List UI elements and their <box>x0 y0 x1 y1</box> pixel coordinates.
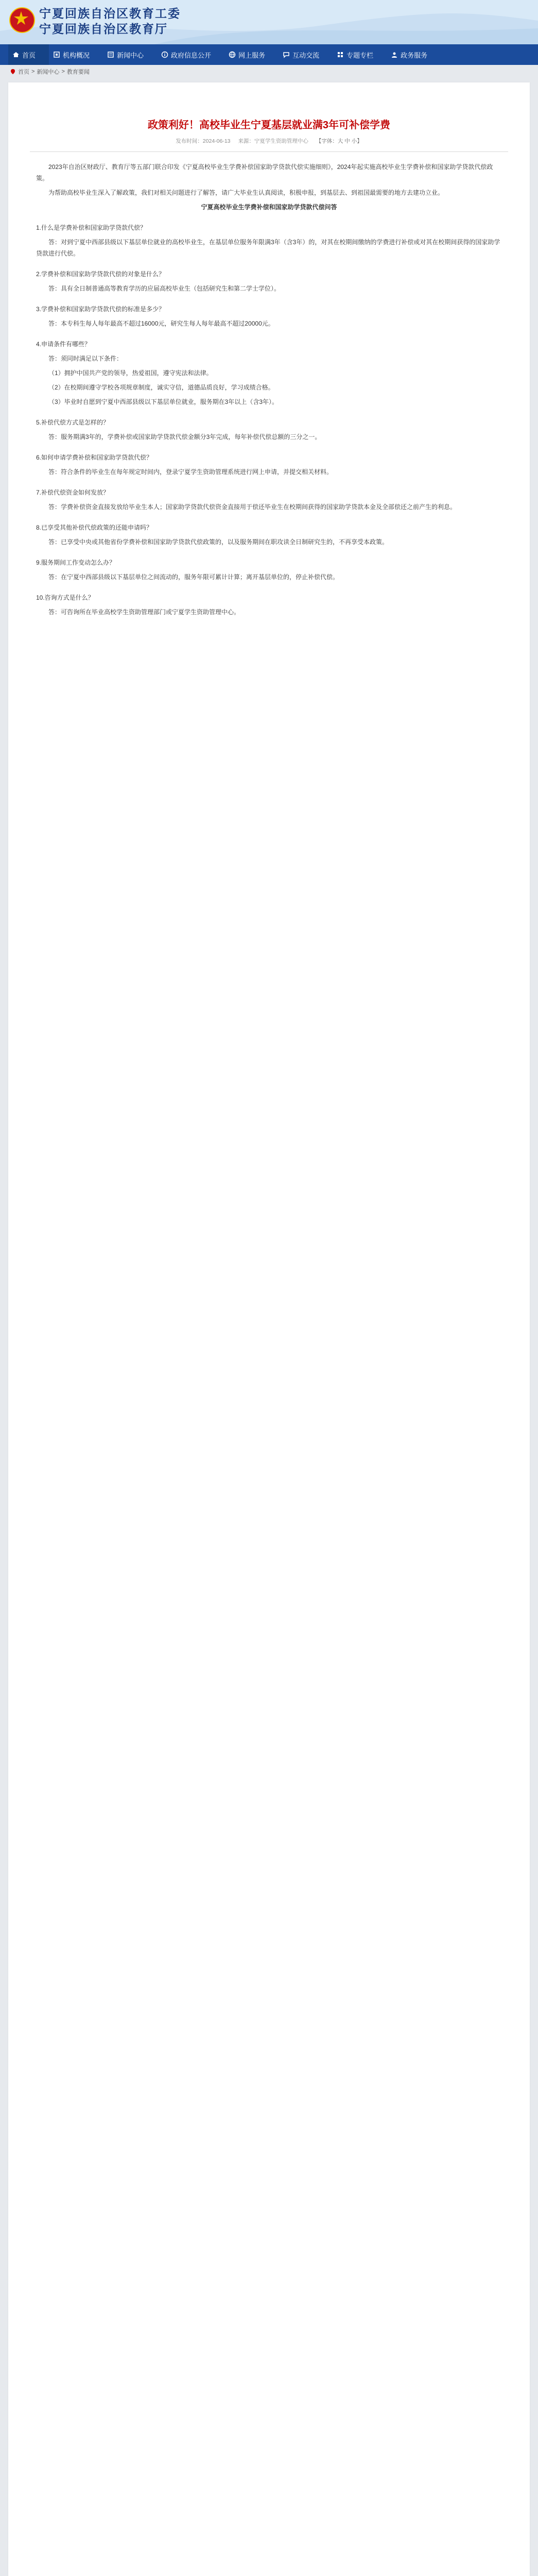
news-icon <box>107 51 114 58</box>
site-name-primary: 宁夏回族自治区教育工委 <box>39 7 181 21</box>
article-title: 政策利好！高校毕业生宁夏基层就业满3年可补偿学费 <box>147 120 391 131</box>
article-question: 1.什么是学费补偿和国家助学贷款代偿？ <box>36 224 147 231</box>
article-question: 4.申请条件有哪些？ <box>36 341 91 348</box>
article-paragraph: 2023年自治区财政厅、教育厅等五部门联合印发《宁夏高校毕业生学费补偿国家助学贷款代偿实施细则》，2024年起实施高校毕业生学费补偿和国家助学贷款代偿政策。 <box>36 163 493 182</box>
nav-item-news[interactable] <box>103 44 157 65</box>
article-date: 发布时间：2024-06-13 <box>176 138 231 144</box>
nav-item-label: 互动交流 <box>292 51 320 59</box>
nav-item-label: 新闻中心 <box>117 51 144 59</box>
nav-item-label: 专题专栏 <box>346 51 374 59</box>
service-icon <box>229 51 236 58</box>
special-icon <box>337 51 344 58</box>
article-question: 6.如何申请学费补偿和国家助学贷款代偿？ <box>36 454 153 461</box>
nav-item-org[interactable] <box>49 44 103 65</box>
gov-service-icon <box>391 51 398 58</box>
article-paragraph: 答：服务期满3年的，学费补偿或国家助学贷款代偿金额分3年完成，每年补偿代偿总额的三分之一。 <box>48 433 321 440</box>
article-subheading: 宁夏高校毕业生学费补偿和国家助学贷款代偿问答 <box>201 204 337 211</box>
nav-item-special[interactable] <box>333 44 387 65</box>
nav-item-label: 机构概况 <box>63 51 90 59</box>
main-nav <box>0 44 538 65</box>
article-paragraph: 答：对到宁夏中西部县级以下基层单位就业的高校毕业生，在基层单位服务年限满3年（含3年）的，对其在校期间缴纳的学费进行补偿或对其在校期间获得的国家助学贷款进行代偿。 <box>36 239 500 257</box>
breadcrumb-separator: > <box>31 69 35 75</box>
home-icon <box>12 51 20 58</box>
article-meta <box>8 137 530 145</box>
breadcrumb-link-home[interactable]: 首页 <box>18 69 29 75</box>
article-question: 9.服务期间工作变动怎么办？ <box>36 559 116 566</box>
nav-item-gov-service[interactable] <box>387 44 441 65</box>
article-paragraph: （3）毕业时自愿到宁夏中西部县级以下基层单位就业，服务期在3年以上（含3年）。 <box>48 398 279 405</box>
article-question: 5.补偿代偿方式是怎样的？ <box>36 419 110 426</box>
article-paragraph: （1）拥护中国共产党的领导，热爱祖国，遵守宪法和法律。 <box>48 369 213 377</box>
nav-item-info-open[interactable] <box>157 44 224 65</box>
nav-item-label: 政府信息公开 <box>171 51 212 59</box>
nav-item-interact[interactable] <box>279 44 333 65</box>
article-paragraph: 答：已享受中央或其他省份学费补偿和国家助学贷款代偿政策的，以及服务期间在职攻读全日制研究生的，不再享受本政策。 <box>48 538 389 546</box>
article-question: 2.学费补偿和国家助学贷款代偿的对象是什么？ <box>36 270 165 278</box>
article-body <box>8 161 530 618</box>
nav-item-label: 网上服务 <box>238 51 266 59</box>
breadcrumb-link-news[interactable]: 新闻中心 <box>37 69 60 75</box>
article-question: 3.学费补偿和国家助学贷款代偿的标准是多少？ <box>36 306 165 313</box>
article-paragraph: 答：学费补偿资金直接发放给毕业生本人；国家助学贷款代偿资金直接用于偿还毕业生在校期间获得的国家助学贷款本金及全部偿还之前产生的利息。 <box>48 503 457 511</box>
article-paragraph: 答：须同时满足以下条件： <box>48 355 123 362</box>
article-question: 7.补偿代偿资金如何发放？ <box>36 489 110 496</box>
article-paragraph: 答：可咨询所在毕业高校学生资助管理部门或宁夏学生资助管理中心。 <box>48 608 240 616</box>
nav-item-home[interactable] <box>8 44 49 65</box>
article-paragraph: 答：在宁夏中西部县级以下基层单位之间流动的，服务年限可累计计算；离开基层单位的，停止补偿代偿。 <box>48 573 339 581</box>
article-paragraph: 答：具有全日制普通高等教育学历的应届高校毕业生（包括研究生和第二学士学位）。 <box>48 285 281 292</box>
article-question: 10.咨询方式是什么？ <box>36 594 94 601</box>
nav-item-label: 政务服务 <box>401 51 428 59</box>
nav-item-service[interactable] <box>224 44 279 65</box>
article-paragraph: 答：符合条件的毕业生在每年规定时间内，登录宁夏学生资助管理系统进行网上申请，并提交相关材料。 <box>48 468 333 476</box>
article-question: 8.已享受其他补偿代偿政策的还能申请吗？ <box>36 524 153 531</box>
nav-item-label: 首页 <box>22 51 36 59</box>
site-header <box>0 0 538 44</box>
interact-icon <box>283 51 290 58</box>
article-card <box>8 82 530 2576</box>
title-divider <box>30 151 508 152</box>
location-pin-icon <box>10 69 15 74</box>
breadcrumb-separator: > <box>61 69 65 75</box>
font-size-switch[interactable]: 【字体：大 中 小】 <box>316 138 362 144</box>
article-paragraph: （2）在校期间遵守学校各项规章制度，诚实守信，道德品质良好，学习成绩合格。 <box>48 384 274 391</box>
info-open-icon <box>161 51 168 58</box>
site-name-secondary: 宁夏回族自治区教育厅 <box>39 22 168 36</box>
org-icon <box>53 51 60 58</box>
national-emblem-icon[interactable] <box>9 7 35 33</box>
breadcrumb <box>0 65 538 78</box>
site-title-block[interactable] <box>39 6 181 37</box>
article-paragraph: 答：本专科生每人每年最高不超过16000元，研究生每人每年最高不超过20000元。 <box>48 320 274 327</box>
article-source: 来源：宁夏学生资助管理中心 <box>238 138 308 144</box>
breadcrumb-link-current[interactable]: 教育要闻 <box>66 69 90 75</box>
article-paragraph: 为帮助高校毕业生深入了解政策，我们对相关问题进行了解答，请广大毕业生认真阅读，积极申报，到基层去、到祖国最需要的地方去建功立业。 <box>48 189 444 196</box>
